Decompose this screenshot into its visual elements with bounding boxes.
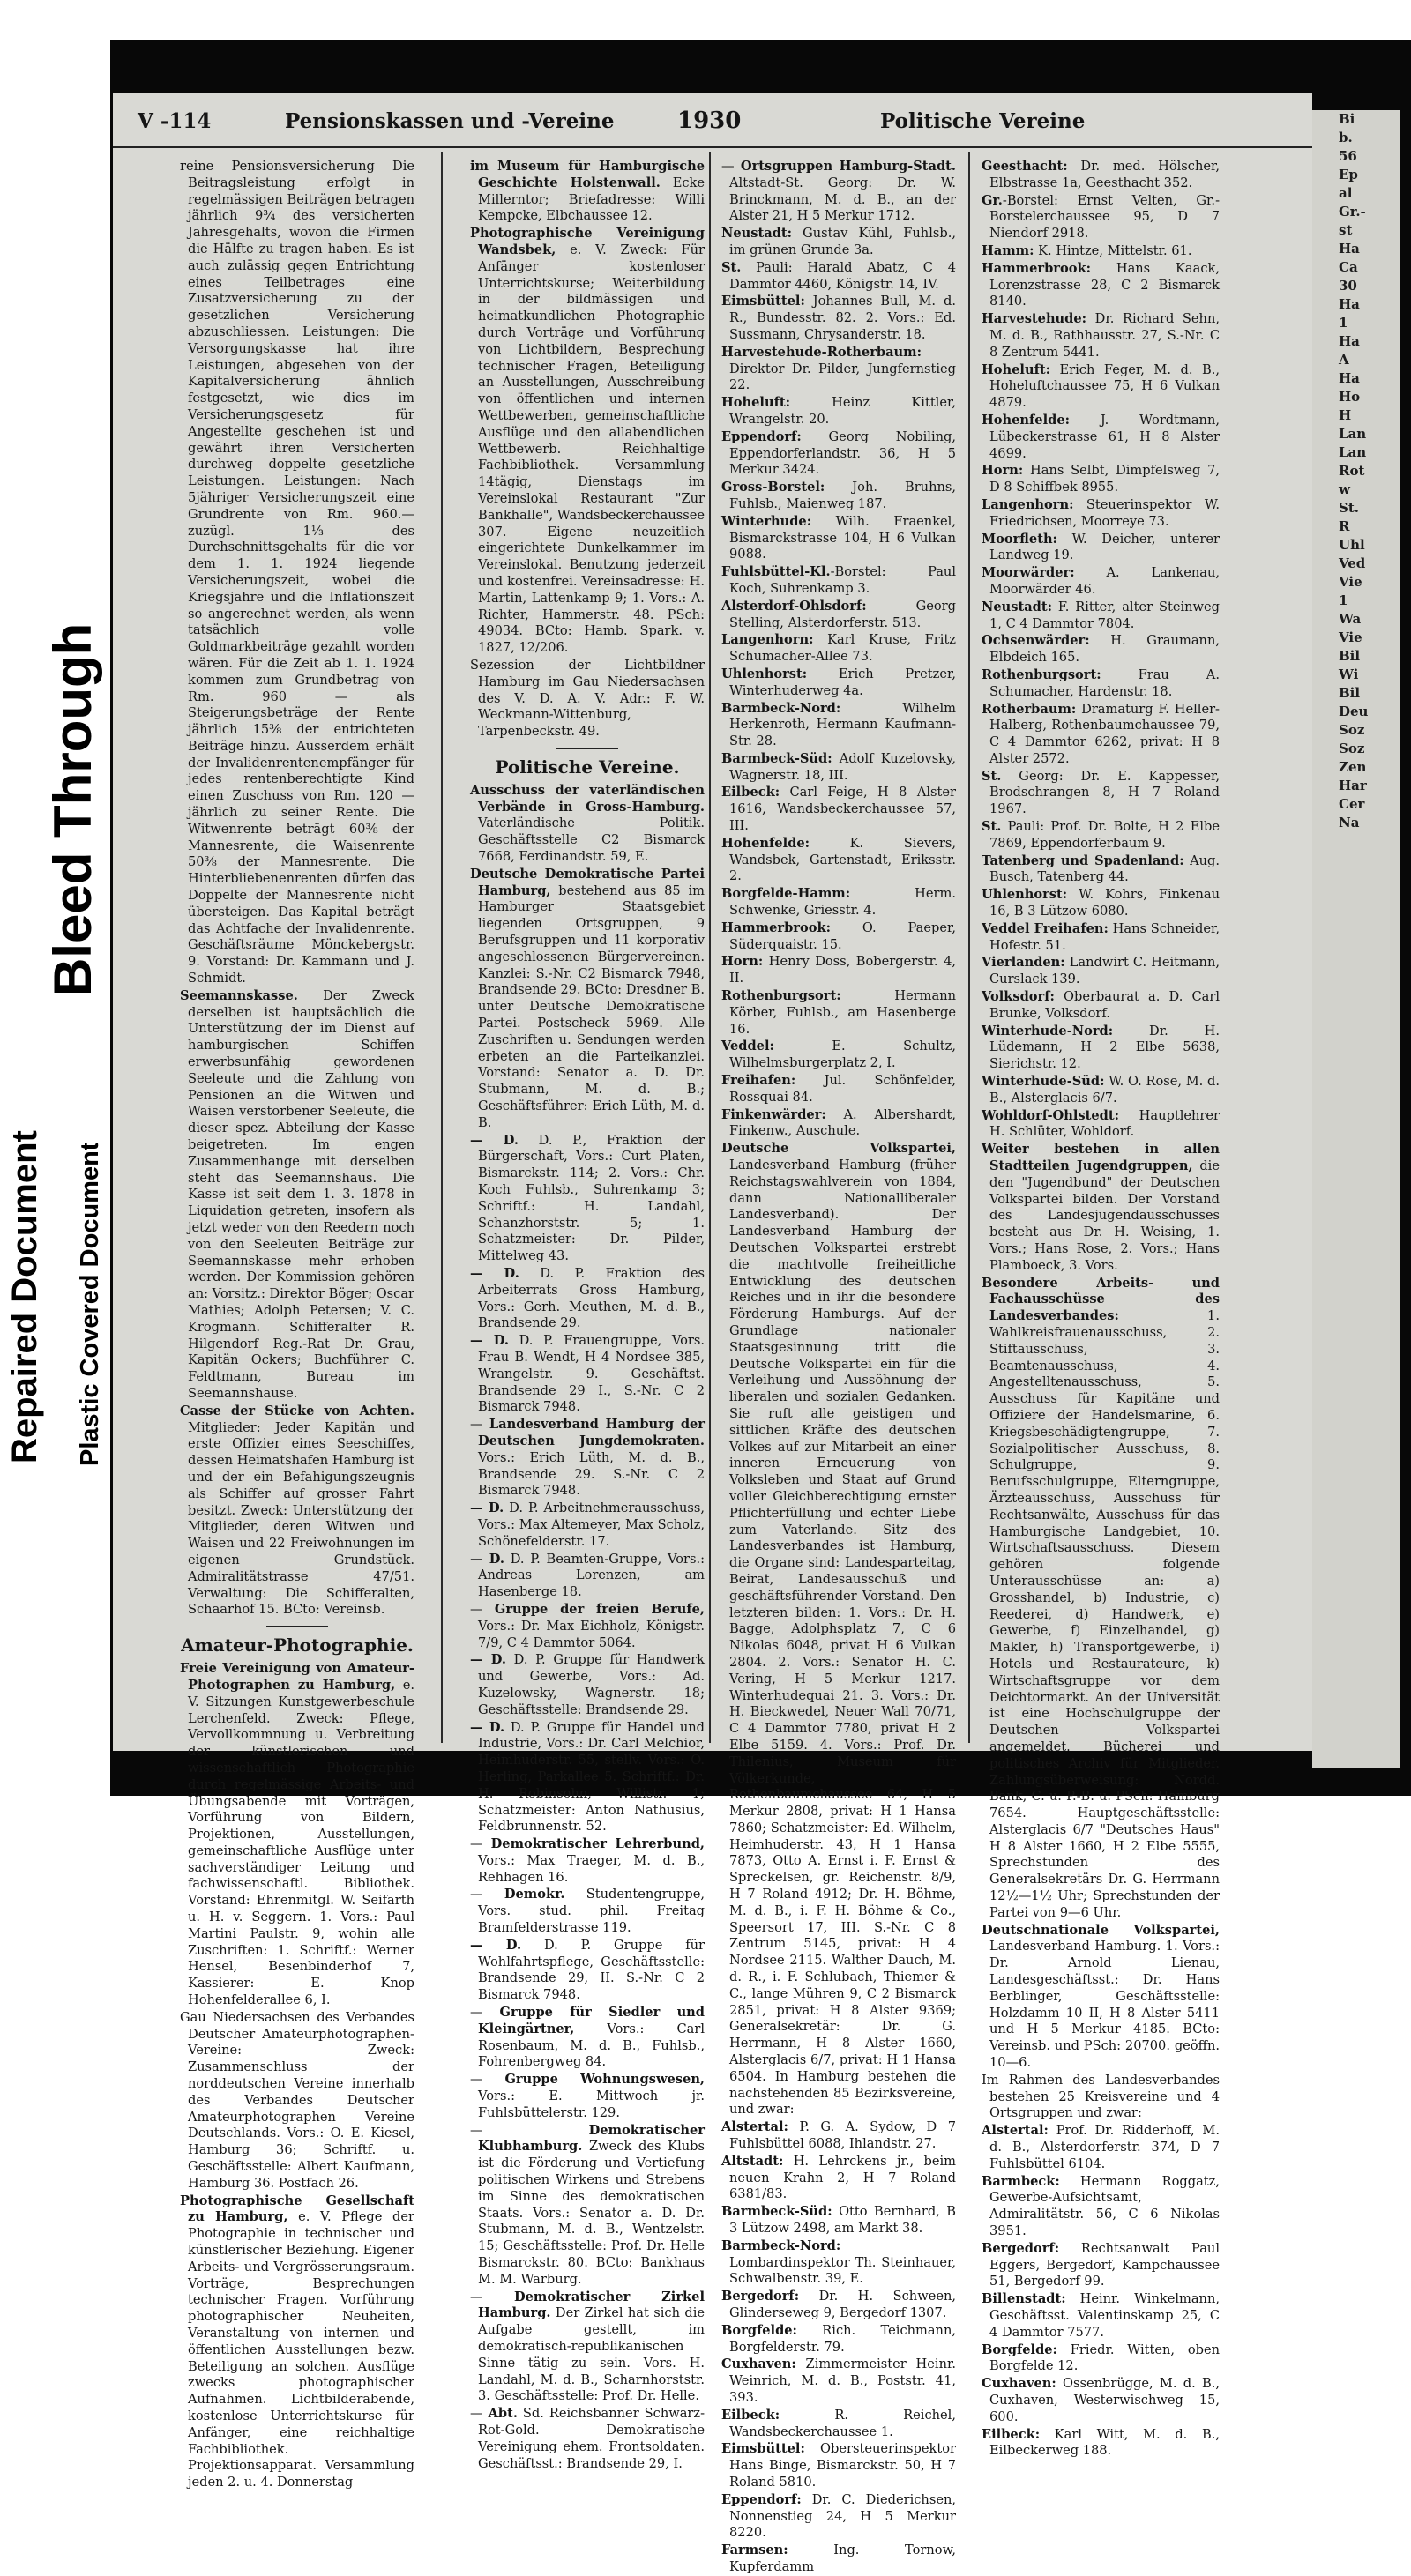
column-rule: [709, 152, 711, 1743]
directory-entry: — D. D. P. Gruppe für Wohlfahrtspflege, Geschäftsstelle: Brandsende 29, II. S.-Nr. C 2 Bismarck 7948.: [470, 1937, 705, 2003]
directory-entry: Vierlanden: Landwirt C. Heitmann, Curslack 139.: [982, 955, 1220, 987]
edge-fragment: 1: [1339, 315, 1348, 331]
directory-entry: Barmbeck-Nord: Wilhelm Herkenroth, Hermann Kaufmann-Str. 28.: [721, 700, 956, 749]
directory-entry: — D. D. P. Gruppe für Handel und Industrie, Vors.: Dr. Carl Melchior, Heimhuderstr. 55, stellv. Vors.: O. Herling, Parkallee 5. Schriftf.: Dr. H. Robinsohn, Willistr. 1; Schatzmeister: Anton Nathusius, Feldbrunnenstr. 52.: [470, 1719, 705, 1835]
directory-entry: Ochsenwärder: H. Graumann, Elbdeich 165.: [982, 633, 1220, 666]
edge-fragment: Cer: [1339, 796, 1365, 812]
directory-entry: Hohenfelde: K. Sievers, Wandsbek, Gartenstadt, Eriksstr. 2.: [721, 835, 956, 884]
edge-fragment: Bil: [1339, 685, 1361, 701]
directory-entry: Winterhude-Süd: W. O. Rose, M. d. B., Alsterglacis 6/7.: [982, 1074, 1220, 1106]
directory-entry: Gau Niedersachsen des Verbandes Deutscher Amateurphotographen-Vereine: Zweck: Zusammenschluss der norddeutschen Vereine innerhalb des Verbandes Deutscher Amateurphotographen Vereine Deutschlands. Vors.: O. E. Kiesel, Hamburg 36; Schriftf. u. Geschäftsstelle: Albert Kaufmann, Hamburg 36. Postfach 26.: [180, 2009, 414, 2191]
edge-fragment: Wi: [1339, 666, 1359, 682]
edge-fragment: Ha: [1339, 370, 1360, 386]
left-running-title: Pensionskassen und -Vereine: [285, 109, 615, 133]
directory-entry: Borgfelde: Rich. Teichmann, Borgfelderstr. 79.: [721, 2322, 956, 2355]
directory-entry: Veddel Freihafen: Hans Schneider, Hofestr. 51.: [982, 920, 1220, 953]
directory-entry: St. Pauli: Harald Abatz, C 4 Dammtor 4460, Königstr. 14, IV.: [721, 259, 956, 292]
directory-entry: Deutschnationale Volkspartei, Landesverband Hamburg. 1. Vors.: Dr. Arnold Lienau, Landesgeschäftsst.: Dr. Hans Berblinger, Geschäftsstelle: Holzdamm 10 II, H 8 Alster 5411 und H 5 Merkur 4185. BCto: Vereinsb. und PSch: 20700. geöffn. 10—6.: [982, 1922, 1220, 2071]
directory-entry: Langenhorn: Karl Kruse, Fritz Schumacher-Allee 73.: [721, 632, 956, 665]
directory-entry: Winterhude-Nord: Dr. H. Lüdemann, H 2 Elbe 5638, Sierichstr. 12.: [982, 1023, 1220, 1072]
directory-entry: Altstadt: H. Lehrckens jr., beim neuen Krahn 2, H 7 Roland 6381/83.: [721, 2153, 956, 2202]
directory-entry: Borgfelde: Friedr. Witten, oben Borgfelde 12.: [982, 2341, 1220, 2374]
edge-fragment: Na: [1339, 815, 1360, 830]
edge-fragment: Lan: [1339, 426, 1367, 442]
directory-entry: Veddel: E. Schultz, Wilhelmsburgerplatz 2, I.: [721, 1039, 956, 1071]
directory-entry: Rotherbaum: Dramaturg F. Heller-Halberg, Rothenbaumchaussee 79, C 4 Dammtor 6262, privat: H 8 Alster 2572.: [982, 701, 1220, 766]
condition-labels: [0, 40, 110, 1796]
right-running-title: Politische Vereine: [880, 109, 1086, 133]
directory-entry: Weiter bestehen in allen Stadtteilen Jugendgruppen, die den "Jugendbund" der Deutschen Volkspartei bilden. Der Vorstand des Landesjugendausschusses besteht aus Dr. H. Weising, 1. Vors.; Hans Rose, 2. Vors.; Hans Plamboeck, 3. Vors.: [982, 1142, 1220, 1273]
edge-fragment: H: [1339, 407, 1352, 423]
directory-entry: Alsterdorf-Ohlsdorf: Georg Stelling, Alsterdorferstr. 513.: [721, 598, 956, 630]
edge-fragment: Har: [1339, 778, 1367, 793]
edge-fragment: Ca: [1339, 259, 1358, 275]
directory-entry: Seemannskasse. Der Zweck derselben ist hauptsächlich die Unterstützung der im Dienst auf hamburgischen Schiffen erwerbsunfähig gewordenen Seeleute und die Zahlung von Pensionen an die Witwen und Waisen verstorbener Seeleute, die dieser spez. Abteilung der Kasse beigetreten. Im engen Zusammenhange mit derselben steht das Seemannshaus. Die Kasse ist seit dem 1. 3. 1878 in Liquidation getreten, insofern als jetzt weder von den Reedern noch von den Seeleuten Beiträge zur Seemannskasse mehr erhoben werden. Der Kommission gehören an: Vorsitz.: Direktor Böger; Oscar Mathies; Adolph Petersen; V. C. Krogmann. Schifferalter R. Hilgendorf Reg.-Rat Dr. Grau, Kapitän Ockers; Buchführer C. Feldtmann, Bureau im Seemannshause.: [180, 987, 414, 1401]
directory-entry: Winterhude: Wilh. Fraenkel, Bismarckstrasse 104, H 6 Vulkan 9088.: [721, 513, 956, 562]
directory-entry: Eimsbüttel: Johannes Bull, M. d. R., Bundesstr. 82. 2. Vors.: Ed. Sussmann, Chrysanderstr. 18.: [721, 294, 956, 342]
directory-entry: — Demokratischer Klubhamburg. Zweck des Klubs ist die Förderung und Vertiefung politischen Wirkens und Strebens im Sinne des demokratischen Staats. Vors.: Senator a. D. Dr. Stubmann, M. d. B., Wentzelstr. 15; Geschäftsstelle: Prof. Dr. Helle Bismarckstr. 80. BCto: Bankhaus M. M. Warburg.: [470, 2122, 705, 2287]
directory-entry: — Abt. Sd. Reichsbanner Schwarz-Rot-Gold. Demokratische Vereinigung ehem. Frontsoldaten. Geschäftsst.: Brandsende 29, I.: [470, 2406, 706, 2471]
directory-entry: Barmbeck-Nord: Lombardinspektor Th. Steinhauer, Schwalbenstr. 39, E.: [721, 2237, 956, 2287]
directory-entry: Freihafen: Jul. Schönfelder, Rossquai 84.: [721, 1073, 956, 1105]
directory-entry: — Landesverband Hamburg der Deutschen Jungdemokraten. Vors.: Erich Lüth, M. d. B., Brandsende 29. S.-Nr. C 2 Bismarck 7948.: [470, 1417, 705, 1499]
edge-fragment: St.: [1339, 500, 1359, 516]
directory-entry: Gr.-Borstel: Ernst Velten, Gr.-Borstelerchaussee 95, D 7 Niendorf 2918.: [982, 192, 1220, 242]
directory-entry: Photographische Vereinigung Wandsbek, e. V. Zweck: Für Anfänger kostenloser Unterrichtskurse; Weiterbildung in der bildmässigen und heimatkundlichen Photographie durch Vorträge und Vorführung von Lichtbildern, Besprechung technischer Fragen, Beteiligung an Ausstellungen, Ausschreibung von öffentlichen und internen Wettbewerben, gemeinschaftliche Ausflüge und den allabendlichen Wettbewerb. Reichhaltige Fachbibliothek. Versammlung 14tägig, Dienstags im Vereinslokal Restaurant "Zur Bankhalle", Wandsbeckerchaussee 307. Eigene neuzeitlich eingerichtete Dunkelkammer im Vereinslokal. Benutzung jederzeit und kostenfrei. Vereinsadresse: H. Martin, Lattenkamp 9; 1. Vors.: A. Richter, Hammerstr. 48. PSch: 49034. BCto: Hamb. Spark. v. 1827, 12/206.: [470, 226, 705, 656]
directory-entry: Deutsche Demokratische Partei Hamburg, bestehend aus 85 im Hamburger Staatsgebiet liegenden Ortsgruppen, 9 Berufsgruppen und 11 korporativ angeschlossenen Bürgervereinen. Kanzlei: S.-Nr. C2 Bismarck 7948, Brandsende 29. BCto: Dresdner B. unter Deutsche Demokratische Partei. Postscheck 5969. Alle Zuschriften u. Sendungen werden erbeten an die Parteikanzlei. Vorstand: Senator a. D. Dr. Stubmann, M. d. B.; Geschäftsführer: Erich Lüth, M. d. B.: [470, 866, 705, 1130]
directory-entry: Uhlenhorst: W. Kohrs, Finkenau 16, B 3 Lützow 6080.: [982, 887, 1220, 919]
directory-entry: — Demokr. Studentengruppe, Vors. stud. phil. Freitag Bramfelderstrasse 119.: [470, 1887, 706, 1936]
directory-entry: im Museum für Hamburgische Geschichte Holstenwall. Ecke Millerntor; Briefadresse: Willi Kempcke, Elbchaussee 12.: [470, 159, 705, 224]
directory-entry: Hammerbrook: Hans Kaack, Lorenzstrasse 28, C 2 Bismarck 8140.: [982, 260, 1220, 309]
edge-fragment: b.: [1339, 130, 1353, 145]
directory-entry: Casse der Stücke von Achten. Mitglieder: Jeder Kapitän und erste Offizier eines Seeschiffes, dessen Heimatshafen Hamburg ist und der ein Befahigungszeugnis als Schiffer auf grosser Fahrt besitzt. Zweck: Unterstützung der Mitglieder, deren Witwen und Waisen und 22 Freiwohnungen im eigenen Grundstück. Admiralitätstrasse 47/51. Verwaltung: Die Schifferalten, Schaarhof 15. BCto: Vereinsb.: [180, 1403, 414, 1618]
directory-entry: Fuhlsbüttel-Kl.-Borstel: Paul Koch, Suhrenkamp 3.: [721, 564, 956, 596]
plastic-covered-label: Plastic Covered Document: [76, 1142, 104, 1466]
directory-entry: Geesthacht: Dr. med. Hölscher, Elbstrasse 1a, Geesthacht 352.: [982, 159, 1220, 190]
directory-entry: Borgfelde-Hamm: Herm. Schwenke, Griesstr. 4.: [721, 886, 956, 919]
directory-entry: Langenhorn: Steuerinspektor W. Friedrichsen, Moorreye 73.: [982, 496, 1220, 529]
directory-entry: Cuxhaven: Ossenbrügge, M. d. B., Cuxhaven, Westerwischweg 15, 600.: [982, 2376, 1220, 2424]
page-number: V -114: [138, 109, 212, 133]
directory-entry: Harvestehude: Dr. Richard Sehn, M. d. B., Rathhausstr. 27, S.-Nr. C 8 Zentrum 5441.: [982, 311, 1220, 360]
text-column-3: [721, 159, 956, 2574]
next-page-edge: [1312, 110, 1400, 1768]
edge-fragment: Ha: [1339, 333, 1360, 349]
directory-entry: Hammerbrook: O. Paeper, Süderquaistr. 15.: [721, 919, 956, 952]
column-rule: [441, 152, 443, 1743]
page-header: [113, 93, 1312, 148]
directory-entry: Ausschuss der vaterländischen Verbände in Gross-Hamburg. Vaterländische Politik. Geschäftsstelle C2 Bismarck 7668, Ferdinandstr. 59, E.: [470, 782, 705, 865]
directory-entry: Alstertal: P. G. A. Sydow, D 7 Fuhlsbüttel 6088, Ihlandstr. 27.: [721, 2119, 956, 2152]
directory-entry: Barmbeck-Süd: Adolf Kuzelovsky, Wagnerstr. 18, III.: [721, 750, 956, 783]
edge-fragment: 30: [1339, 278, 1357, 294]
directory-entry: Rothenburgsort: Hermann Körber, Fuhlsb., am Hasenberge 16.: [721, 988, 956, 1037]
section-heading: Amateur-Photographie.: [180, 1626, 414, 1656]
edge-fragment: Ha: [1339, 296, 1360, 312]
directory-entry: Bergedorf: Dr. H. Schween, Glinderseweg 9, Bergedorf 1307.: [721, 2289, 956, 2320]
edge-fragment: R: [1339, 518, 1350, 534]
directory-entry: Freie Vereinigung von Amateur-Photographen zu Hamburg, e. V. Sitzungen Kunstgewerbeschule Lerchenfeld. Zweck: Pflege, Vervollkommnung u. Verbreitung der künstlerischen und wissenschaftlich Photographie durch regelmässige Arbeits- und Übungsabende mit Vorträgen, Vorführung von Bildern, Projektionen, Ausstellungen, gemeinschaftliche Ausflüge unter sachverständiger Leitung und fachwissenschaftl. Bibliothek. Vorstand: Ehrenmitgl. W. Seifarth u. H. v. Seggern. 1. Vors.: Paul Martini Paulstr. 9, wohin alle Zuschriften: 1. Schriftf.: Werner Hensel, Besenbinderhof 7, Kassierer: E. Knop Hohenfelderallee 6, I.: [180, 1661, 414, 2008]
directory-entry: Cuxhaven: Zimmermeister Heinr. Weinrich, M. d. B., Poststr. 41, 393.: [721, 2356, 956, 2405]
edge-fragment: Bil: [1339, 648, 1361, 664]
directory-entry: Besondere Arbeits- und Fachausschüsse des Landesverbandes: 1. Wahlkreisfrauenausschuss, 2. Stiftausschuss, 3. Beamtenausschuss, 4. Angestelltenausschuss, 5. Ausschuss für Kapitäne und Offiziere der Handelsmarine, 6. Kriegsbeschädigtengruppe, 7. Sozialpolitischer Ausschuss, 8. Schulgruppe, 9. Berufsschulgruppe, Elterngruppe, Ärzteausschuss, Ausschuss für Rechtsanwälte, Ausschuss für das Hamburgische Landgebiet, 10. Wirtschaftsausschuss. Diesem gehören folgende Unterausschüsse an: a) Grosshandel, b) Industrie, c) Reederei, d) Handwerk, e) Gewerbe, f) Einzelhandel, g) Makler, h) Transportgewerbe, i) Hotels und Restaurateure, k) Wirtschaftsgruppe vor dem Deichtormarkt. An der Universität ist eine Hochschulgruppe der Deutschen Volkspartei angemeldet. Bücherei und politisches Archiv für Mitglieder. Zahlungsüberweisung: Nordd. Bank, C. u. P.-B. u. PSch: Hamburg 7654. Hauptgeschäftsstelle: Alsterglacis 6/7 "Deutsches Haus" H 8 Alster 1660, H 2 Elbe 5555, Sprechstunden des Generalsekretärs Dr. G. Herrmann 12½—1½ Uhr; Sprechstunden der Partei von 9—6 Uhr.: [982, 1275, 1220, 1920]
text-column-4: [982, 159, 1221, 2459]
edge-fragment: Zen: [1339, 759, 1367, 775]
directory-entry: Barmbeck: Hermann Roggatz, Gewerbe-Aufsichtsamt, Admiralitätstr. 56, C 6 Nikolas 3951.: [982, 2173, 1220, 2239]
edge-fragment: Ho: [1339, 389, 1361, 405]
directory-entry: — D. D. P. Frauengruppe, Vors. Frau B. Wendt, H 4 Nordsee 385, Wrangelstr. 9. Geschäftst. Brandsende 29 I., S.-Nr. C 2 Bismarck 7948.: [470, 1333, 705, 1415]
edge-fragment: Bi: [1339, 111, 1355, 127]
directory-entry: Horn: Henry Doss, Bobergerstr. 4, II.: [721, 954, 956, 986]
directory-entry: reine Pensionsversicherung Die Beitragsleistung erfolgt in regelmässigen Beiträgen betragen jährlich 9¾ des versicherten Jahresgehalts, wovon die Firmen die Hälfte zu tragen haben. Es ist auch zulässig gegen Entrichtung eines Teilbetrages eine Zusatzversicherung zu der gesetzlichen Versicherung abzuschliessen. Leistungen: Die Versorgungskasse hat ihre Leistungen, abgesehen von der Kapitalversicherung ähnlich festgesetzt, wie dies im Versicherungsgesetz für Angestellte geschehen ist und gewährt ihren Versicherten durchweg doppelte gesetzliche Leistungen. Leistungen: Nach 5jähriger Versicherungszeit eine Grundrente von Rm. 960.— zuzügl. 1⅓ des Durchschnittsgehalts für die vor dem 1. 1. 1924 liegende Versicherungszeit, wobei die Kriegsjahre und die Inflationszeit so angerechnet werden, als wenn tatsächlich volle Goldmarkbeiträge gezahlt worden wären. Für die Zeit ab 1. 1. 1924 kommen zum Grundbetrag von Rm. 960 — als Steigerungsbeträge der Rente jährlich 15⅜ der entrichteten Beiträge hinzu. Ausserdem erhält der Invalidenrentenempfänger für jedes rentenberechtigte Kind einen Zuschuss von Rm. 120 — jährlich zu seiner Rente. Die Witwenrente beträgt 60⅜ der Mannesrente, die Waisenrente 50⅜ der Mannesrente. Die Hinterbliebenenrenten dürfen das Doppelte der Mannesrente nicht übersteigen. Das Kapital beträgt das Achtfache der Invalidenrente. Geschäftsräume Mönckebergstr. 9. Vorstand: Dr. Kammann und J. Schmidt.: [180, 159, 414, 986]
directory-entry: — Gruppe für Siedler und Kleingärtner, Vors.: Carl Rosenbaum, M. d. B., Fuhlsb., Fohrenbergweg 84.: [470, 2005, 706, 2070]
directory-entry: Deutsche Volkspartei, Landesverband Hamburg (früher Reichstagswahlverein von 1884, dann Nationalliberaler Landesverband). Der Landesverband Hamburg der Deutschen Volkspartei erstrebt die machtvolle freiheitliche Entwicklung des deutschen Reiches und in ihr die besondere Förderung Hamburgs. Auf der Grundlage nationaler Staatsgesinnung tritt die Deutsche Volkspartei ein für die Verleihung und Aussöhnung der liberalen und sozialen Gedanken. Sie ruft alle geistigen und sittlichen Kräfte des deutschen Volkes auf zur Mitarbeit an einer inneren Erneuerung von Volksleben und Staat auf Grund voller Gleichberechtigung ernster Pflichterfüllung und echter Liebe zum Vaterlande. Sitz des Landesverbandes ist Hamburg, die Organe sind: Landesparteitag, Beirat, Landesausschuß und geschäftsführender Vorstand. Den letzteren bilden: 1. Vors.: Dr. H. Bagge, Adolphsplatz 7, C 6 Nikolas 6048, privat H 6 Vulkan 2804. 2. Vors.: Senator H. C. Vering, H 5 Merkur 1217. Winterhudequai 21. 3. Vors.: Dr. H. Bieckwedel, Neuer Wall 70/71, C 4 Dammtor 7780, privat H 2 Elbe 5159. 4. Vors.: Prof. Dr. Thilenius, Museum für Völkerkunde, Rothenbaumchaussee 64, H 5 Merkur 2808, privat: H 1 Hansa 7860; Schatzmeister: Ed. Wilhelm, Heimhuderstr. 43, H 1 Hansa 7873, Otto A. Ernst i. F. Ernst & Spreckelsen, gr. Reichenstr. 8/9, H 7 Roland 4912; Dr. H. Böhme, M. d. B., i. F. H. Böhme & Co., Speersort 17, III. S.-Nr. C 8 Zentrum 5145, privat: H 4 Nordsee 2115. Walther Dauch, M. d. R., i. F. Schlubach, Thiemer & C., lange Mühren 9, C 2 Bismarck 2851, privat: H 8 Alster 9369; Generalsekretär: Dr. G. Herrmann, H 8 Alster 1660, Alsterglacis 6/7, privat: H 1 Hansa 6504. In Hamburg bestehen die nachstehenden 85 Bezirksvereine, und zwar:: [721, 1141, 956, 2118]
directory-entry: — D. D. P., Fraktion der Bürgerschaft, Vors.: Curt Platen, Bismarckstr. 114; 2. Vors.: Chr. Koch Fuhlsb., Suhrenkamp 3; Schriftf.: H. Landahl, Schanzhorststr. 5; 1. Schatzmeister: Dr. Pilder, Mittelweg 43.: [470, 1132, 705, 1264]
directory-entry: — D. D. P. Fraktion des Arbeiterrats Gross Hamburg, Vors.: Gerh. Meuthen, M. d. B., Brandsende 29.: [470, 1266, 705, 1331]
edge-fragment: Vie: [1339, 574, 1362, 590]
edge-fragment: Uhl: [1339, 537, 1365, 553]
directory-entry: — D. D. P. Beamten-Gruppe, Vors.: Andreas Lorenzen, am Hasenberge 18.: [470, 1551, 706, 1600]
directory-entry: Wohldorf-Ohlstedt: Hauptlehrer H. Schlüter, Wohldorf.: [982, 1107, 1220, 1140]
section-heading: Politische Vereine.: [470, 748, 705, 778]
directory-entry: Neustadt: Gustav Kühl, Fuhlsb., im grünen Grunde 3a.: [721, 226, 956, 257]
bleed-through-label: Bleed Through: [43, 622, 102, 996]
directory-entry: Hoheluft: Heinz Kittler, Wrangelstr. 20.: [721, 395, 956, 427]
directory-entry: Volksdorf: Oberbaurat a. D. Carl Brunke, Volksdorf.: [982, 989, 1220, 1021]
directory-entry: Eilbeck: R. Reichel, Wandsbeckerchaussee 1.: [721, 2407, 956, 2439]
edge-fragment: 56: [1339, 148, 1357, 164]
directory-entry: — Demokratischer Lehrerbund, Vors.: Max Traeger, M. d. B., Rehhagen 16.: [470, 1836, 705, 1885]
edge-fragment: Ha: [1339, 241, 1360, 257]
directory-entry: Im Rahmen des Landesverbandes bestehen 25 Kreisvereine und 4 Ortsgruppen und zwar:: [982, 2072, 1220, 2121]
column-rule: [968, 152, 970, 1743]
edge-fragment: Vie: [1339, 629, 1362, 645]
directory-entry: St. Pauli: Prof. Dr. Bolte, H 2 Elbe 7869, Eppendorferbaum 9.: [982, 819, 1220, 851]
directory-entry: Eppendorf: Georg Nobiling, Eppendorferlandstr. 36, H 5 Merkur 3424.: [721, 428, 956, 478]
directory-page: [113, 93, 1312, 2574]
directory-entry: — D. D. P. Arbeitnehmerausschuss, Vors.: Max Altemeyer, Max Scholz, Schönefelderstr. 17.: [470, 1500, 705, 1549]
edge-fragment: Ved: [1339, 555, 1366, 571]
edge-fragment: Deu: [1339, 704, 1369, 719]
edge-fragment: Rot: [1339, 463, 1365, 479]
directory-entry: Photographische Gesellschaft zu Hamburg, e. V. Pflege der Photographie in technischer und künstlerischer Beziehung. Eigener Arbeits- und Vergrösserungsraum. Vorträge, Besprechungen technischer Fragen. Vorführung photographischer Neuheiten, Veranstaltung von internen und öffentlichen Ausstellungen bezw. Beteiligung an solchen. Ausflüge zwecks photographischer Aufnahmen. Lichtbilderabende, kostenlose Unterrichtskurse für Anfänger, eine reichhaltige Fachbibliothek. Projektionsapparat. Versammlung jeden 2. u. 4. Donnerstag: [180, 2193, 414, 2490]
directory-entry: Moorwärder: A. Lankenau, Moorwärder 46.: [982, 565, 1220, 597]
directory-entry: Uhlenhorst: Erich Pretzer, Winterhuderweg 4a.: [721, 666, 956, 698]
directory-entry: Eimsbüttel: Obersteuerinspektor Hans Binge, Bismarckstr. 50, H 7 Roland 5810.: [721, 2441, 956, 2490]
edge-fragment: A: [1339, 352, 1349, 368]
directory-entry: — D. D. P. Gruppe für Handwerk und Gewerbe, Vors.: Ad. Kuzelowsky, Wagnerstr. 18; Geschäftsstelle: Brandsende 29.: [470, 1652, 705, 1717]
directory-entry: — Demokratischer Zirkel Hamburg. Der Zirkel hat sich die Aufgabe gestellt, im demokratisch-republikanischen Sinne tätig zu sein. Vors. H. Landahl, M. d. B., Scharnhorststr. 3. Geschäftsstelle: Prof. Dr. Helle.: [470, 2289, 705, 2404]
directory-entry: Neustadt: F. Ritter, alter Steinweg 1, C 4 Dammtor 7804.: [982, 599, 1220, 631]
edge-fragment: Soz: [1339, 741, 1365, 756]
text-column-1: [180, 159, 414, 2490]
edge-fragment: Wa: [1339, 611, 1362, 627]
directory-entry: — Gruppe der freien Berufe, Vors.: Dr. Max Eichholz, Königstr. 7/9, C 4 Dammtor 5064.: [470, 1601, 705, 1650]
directory-entry: Gross-Borstel: Joh. Bruhns, Fuhlsb., Maienweg 187.: [721, 480, 956, 511]
directory-entry: Hamm: K. Hintze, Mittelstr. 61.: [982, 242, 1192, 258]
directory-entry: — Ortsgruppen Hamburg-Stadt. Altstadt-St. Georg: Dr. W. Brinckmann, M. d. B., an der Alster 21, H 5 Merkur 1712.: [721, 159, 956, 224]
directory-entry: Barmbeck-Süd: Otto Bernhard, B 3 Lützow 2498, am Markt 38.: [721, 2204, 956, 2237]
directory-entry: Hohenfelde: J. Wordtmann, Lübeckerstrasse 61, H 8 Alster 4699.: [982, 412, 1220, 461]
edge-fragment: al: [1339, 185, 1353, 201]
directory-entry: Tatenberg und Spadenland: Aug. Busch, Tatenberg 44.: [982, 852, 1221, 885]
edge-fragment: Ep: [1339, 167, 1358, 182]
edge-fragment: Lan: [1339, 444, 1367, 460]
directory-entry: St. Georg: Dr. E. Kappesser, Brodschrangen 8, H 7 Roland 1967.: [982, 768, 1220, 817]
edge-fragment: Gr.-: [1339, 204, 1366, 220]
directory-entry: Alstertal: Prof. Dr. Ridderhoff, M. d. B., Alsterdorferstr. 374, D 7 Fuhlsbüttel 6104.: [982, 2123, 1220, 2171]
repaired-document-label: Repaired Document: [5, 1130, 44, 1463]
edge-fragment: Soz: [1339, 722, 1365, 738]
year: 1930: [677, 108, 742, 134]
directory-entry: Farmsen: Ing. Tornow, Kupferdamm: [721, 2542, 956, 2574]
directory-entry: Eppendorf: Dr. C. Diederichsen, Nonnenstieg 24, H 5 Merkur 8220.: [721, 2491, 956, 2541]
directory-entry: Bergedorf: Rechtsanwalt Paul Eggers, Bergedorf, Kampchaussee 51, Bergedorf 99.: [982, 2240, 1220, 2289]
directory-entry: Moorfleth: W. Deicher, unterer Landweg 19.: [982, 531, 1220, 563]
edge-fragment: w: [1339, 481, 1350, 497]
directory-entry: Horn: Hans Selbt, Dimpfelsweg 7, D 8 Schiffbek 8955.: [982, 463, 1220, 495]
edge-fragment: 1: [1339, 592, 1348, 608]
directory-entry: Hoheluft: Erich Feger, M. d. B., Hoheluftchaussee 75, H 6 Vulkan 4879.: [982, 361, 1220, 411]
directory-entry: Rothenburgsort: Frau A. Schumacher, Hardenstr. 18.: [982, 666, 1220, 699]
text-column-2: [470, 159, 706, 2471]
directory-entry: Billenstadt: Heinr. Winkelmann, Geschäftsst. Valentinskamp 25, C 4 Dammtor 7577.: [982, 2291, 1220, 2340]
directory-entry: Sezession der Lichtbildner Hamburg im Gau Niedersachsen des V. D. A. V. Adr.: F. W. Weckmann-Wittenburg, Tarpenbeckstr. 49.: [470, 657, 705, 740]
directory-entry: Eilbeck: Carl Feige, H 8 Alster 1616, Wandsbeckerchaussee 57, III.: [721, 785, 956, 834]
directory-entry: Eilbeck: Karl Witt, M. d. B., Eilbeckerweg 188.: [982, 2426, 1220, 2459]
directory-entry: Harvestehude-Rotherbaum: Direktor Dr. Pilder, Jungfernstieg 22.: [721, 344, 956, 393]
directory-entry: — Gruppe Wohnungswesen, Vors.: E. Mittwoch jr. Fuhlsbüttelerstr. 129.: [470, 2072, 706, 2120]
edge-fragment: st: [1339, 222, 1353, 238]
directory-entry: Finkenwärder: A. Albershardt, Finkenw., Auschule.: [721, 1106, 956, 1139]
